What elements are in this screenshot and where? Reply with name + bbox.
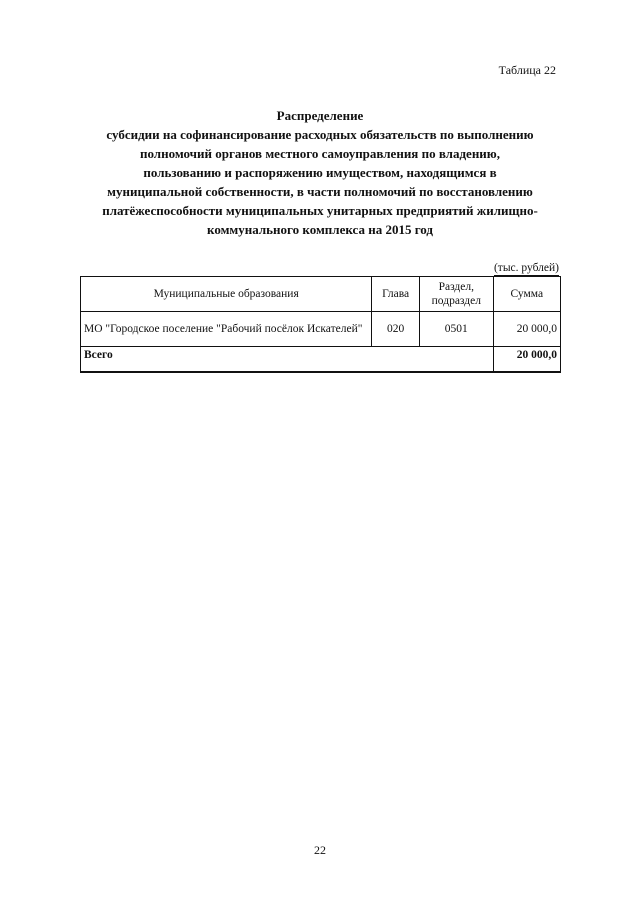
header-section — [420, 277, 494, 312]
title-line: коммунального комплекса на 2015 год — [207, 222, 433, 237]
cell-amount: 20 000,0 — [493, 312, 560, 347]
header-municipality: Муниципальные образования — [81, 277, 372, 312]
subsidy-table — [80, 276, 561, 372]
header-chapter: Глава — [372, 277, 420, 312]
table-header-row — [81, 277, 561, 312]
page-number: 22 — [314, 843, 326, 857]
cell-chapter: 020 — [372, 312, 420, 347]
total-row — [81, 347, 561, 372]
units-note: (тыс. рублей) — [493, 262, 559, 274]
title-line: платёжеспособности муниципальных унитарных предприятий жилищно- — [102, 203, 538, 218]
title-line: Распределение — [276, 108, 364, 123]
title-line: муниципальной собственности, в части полномочий по восстановлению — [107, 184, 533, 199]
total-label: Всего — [81, 347, 494, 372]
document-title — [78, 106, 562, 239]
cell-section: 0501 — [420, 312, 494, 347]
header-section-line2: подраздел — [431, 295, 481, 307]
table-row — [81, 312, 561, 347]
header-amount: Сумма — [493, 277, 560, 312]
title-line: пользованию и распоряжению имуществом, находящимся в — [143, 165, 497, 180]
title-line: субсидии на софинансирование расходных обязательств по выполнению — [106, 127, 534, 142]
total-amount: 20 000,0 — [493, 347, 560, 372]
header-section-line1: Раздел, — [438, 281, 474, 293]
table-number-label: Таблица 22 — [498, 63, 556, 77]
cell-municipality: МО "Городское поселение "Рабочий посёлок Искателей" — [81, 312, 372, 347]
title-line: полномочий органов местного самоуправления по владению, — [139, 146, 500, 161]
